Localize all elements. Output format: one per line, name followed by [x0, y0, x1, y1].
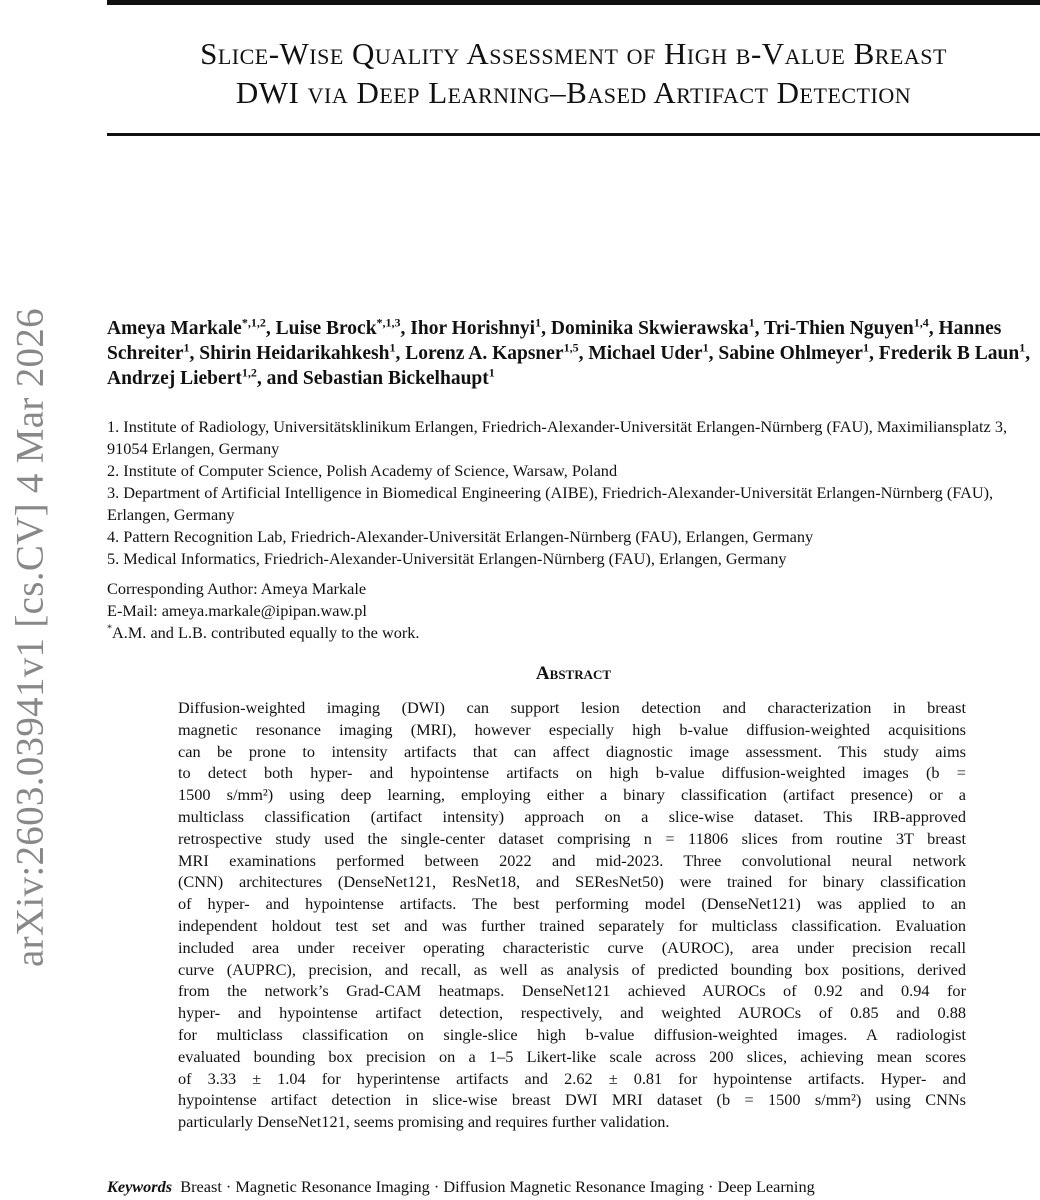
author-affiliation-mark: 1	[862, 340, 869, 355]
author-name: Frederik B Laun	[878, 343, 1020, 364]
author-affiliation-mark: 1	[389, 340, 396, 355]
equal-contribution-text: A.M. and L.B. contributed equally to the work.	[112, 623, 420, 642]
abstract-line: evaluated bounding box precision on a 1–5 Likert-like scale across 200 slices, achieving mean scores	[178, 1046, 966, 1066]
affiliation: 5. Medical Informatics, Friedrich-Alexander-Universität Erlangen-Nürnberg (FAU), Erlangen, Germany	[107, 549, 787, 568]
abstract-line: hypointense artifact detection in slice-wise breast DWI MRI dataset (b = 1500 s/mm²) using CNNs	[178, 1090, 966, 1110]
author-name: Ihor Horishnyi	[410, 318, 536, 339]
abstract-line: included area under receiver operating characteristic curve (AUROC), area under precision recall	[178, 937, 966, 957]
author	[764, 315, 929, 339]
author	[107, 365, 257, 389]
abstract-line: Diffusion-weighted imaging (DWI) can support lesion detection and characterization in breast	[178, 698, 966, 717]
abstract-line: MRI examinations performed between 2022 and mid-2023. Three convolutional neural network	[178, 850, 966, 870]
abstract-line: can be prone to intensity artifacts that can affect diagnostic image assessment. This study aims	[178, 741, 966, 761]
abstract-line: from the network’s Grad-CAM heatmaps. DenseNet121 achieved AUROCs of 0.92 and 0.94 for	[178, 981, 966, 1001]
abstract-line: (CNN) architectures (DenseNet121, ResNet18, and SEResNet50) were trained for binary classification	[178, 872, 966, 892]
author-name: Sabine Ohlmeyer	[718, 343, 863, 364]
contact-info	[107, 578, 419, 644]
abstract-line: for multiclass classification on single-slice high b-value diffusion-weighted images. A radiologist	[178, 1024, 966, 1044]
footnote-mark: *	[107, 623, 112, 635]
author-name: Tri-Thien Nguyen	[764, 318, 914, 339]
author	[588, 340, 709, 364]
top-rule	[107, 0, 1040, 5]
author-affiliation-mark: 1,2	[241, 365, 257, 380]
corresponding-author: Corresponding Author: Ameya Markale	[107, 579, 367, 598]
author-affiliation-mark: 1	[183, 340, 190, 355]
keywords	[107, 1177, 815, 1197]
author-name: Michael Uder	[588, 343, 703, 364]
author	[275, 315, 401, 339]
arxiv-identifier[interactable]: arXiv:2603.03941v1 [cs.CV] 4 Mar 2026	[8, 308, 52, 967]
author	[405, 340, 579, 364]
author-name: Ameya Markale	[107, 318, 242, 339]
affiliation: 4. Pattern Recognition Lab, Friedrich-Alexander-Universität Erlangen-Nürnberg (FAU), Erlangen, Germany	[107, 527, 814, 546]
author-affiliation-mark: *,1,3	[376, 315, 401, 330]
keywords-text: Breast · Magnetic Resonance Imaging · Diffusion Magnetic Resonance Imaging · Deep Learning	[180, 1177, 815, 1196]
author	[266, 365, 495, 389]
affiliations	[107, 416, 1040, 570]
author-name: Shirin Heidarikahkesh	[199, 343, 390, 364]
author-name: Lorenz A. Kapsner	[405, 343, 564, 364]
abstract-line: curve (AUPRC), precision, and recall, as well as analysis of predicted bounding box positions, derived	[178, 959, 966, 979]
author	[878, 340, 1026, 364]
author	[107, 315, 266, 339]
keywords-label: Keywords	[107, 1177, 173, 1196]
abstract-line: retrospective study used the single-center dataset comprising n = 11806 slices from routine 3T breast	[178, 828, 966, 848]
author	[550, 315, 755, 339]
author	[199, 340, 396, 364]
abstract-body	[178, 697, 966, 1133]
title-line: DWI via Deep Learning–Based Artifact Detection	[235, 75, 912, 110]
paper-title	[107, 34, 1040, 112]
abstract-line: magnetic resonance imaging (MRI), however especially high b-value diffusion-weighted acquisitions	[178, 719, 966, 739]
author-name: and Sebastian Bickelhaupt	[266, 368, 489, 389]
affiliation: 1. Institute of Radiology, Universitätsklinikum Erlangen, Friedrich-Alexander-Universität Erlangen-Nürnberg (FAU), Maximiliansplatz 3, 91054 Erlangen, Germany	[107, 417, 1008, 458]
affiliation: 2. Institute of Computer Science, Polish Academy of Science, Warsaw, Poland	[107, 461, 618, 480]
author-affiliation-mark: *,1,2	[241, 315, 266, 330]
author-name: Hannes Schreiter	[107, 318, 1002, 364]
author-affiliation-mark: 1	[702, 340, 709, 355]
title-bottom-rule	[107, 133, 1040, 136]
abstract-line: to detect both hyper- and hypointense artifacts on high b-value diffusion-weighted images (b =	[178, 763, 966, 783]
author-affiliation-mark: 1	[748, 315, 755, 330]
author	[410, 315, 542, 339]
equal-contribution-note	[107, 622, 419, 644]
author-affiliation-mark: 1,4	[913, 315, 929, 330]
author-list: Ameya Markale$^{*,1,2}$, Luise Brock$^{*,1,3}$, Ihor Horishnyi$^1$, Dominika Skwierawska$^1$, Tri-Thien Nguyen$^{1,4}$, Hannes Schreiter$^1$, Shirin Heidarikahkesh$^1$, Lorenz A. Kapsner$^{1,5}$, Michael Uder$^1$, Sabine Ohlmeyer$^1$, Frederik B Laun$^1$, Andrzej Liebert$^{1,2}$, and Sebastian Bickelhaupt$^1$	[107, 315, 1031, 389]
abstract-line: independent holdout test set and was further trained separately for multiclass classification. Evaluation	[178, 915, 966, 935]
affiliation: 3. Department of Artificial Intelligence in Biomedical Engineering (AIBE), Friedrich-Alexander-Universität Erlangen-Nürnberg (FAU), Erlangen, Germany	[107, 483, 994, 524]
author-affiliation-mark: 1	[535, 315, 542, 330]
abstract-line: particularly DenseNet121, seems promising and requires further validation.	[178, 1112, 670, 1132]
author-affiliation-mark: 1,5	[563, 340, 579, 355]
abstract-line: hyper- and hypointense artifact detection, respectively, and weighted AUROCs of 0.85 and 0.88	[178, 1003, 966, 1023]
author-name: Luise Brock	[275, 318, 377, 339]
author	[718, 340, 869, 364]
author-name: Andrzej Liebert	[107, 368, 242, 389]
author-affiliation-mark: 1	[1019, 340, 1026, 355]
abstract-line: of hyper- and hypointense artifacts. The best performing model (DenseNet121) was applied to an	[178, 894, 966, 914]
title-line: Slice-Wise Quality Assessment of High b-Value Breast	[200, 36, 947, 71]
author-affiliation-mark: 1	[488, 365, 495, 380]
abstract-line: 1500 s/mm²) using deep learning, employing either a binary classification (artifact presence) or a	[178, 785, 966, 805]
abstract-line: of 3.33 ± 1.04 for hyperintense artifacts and 2.62 ± 0.81 for hypointense artifacts. Hyper- and	[178, 1068, 966, 1088]
email[interactable]: E-Mail: ameya.markale@ipipan.waw.pl	[107, 601, 367, 620]
abstract-line: multiclass classification (artifact intensity) approach on a slice-wise dataset. This IRB-approved	[178, 806, 966, 826]
author-name: Dominika Skwierawska	[550, 318, 749, 339]
abstract-heading: Abstract	[535, 663, 612, 684]
